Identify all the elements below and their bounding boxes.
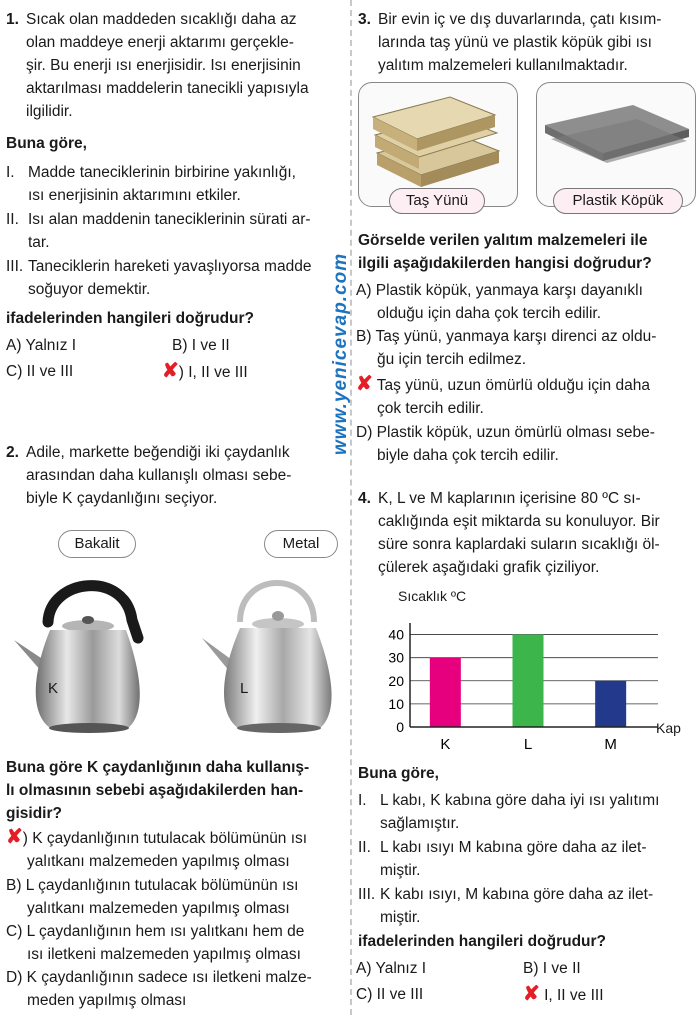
watermark: www.yenicevap.com (330, 252, 351, 455)
bubble-metal: Metal (264, 530, 338, 558)
chart-category-label: L (523, 736, 533, 753)
q1-option-c[interactable]: C) II ve III (6, 363, 74, 380)
q4-statement-line: K kabı ısıyı, M kabına göre daha az ilet- (380, 886, 654, 903)
q3-option-a-line: olduğu için daha çok tercih edilir. (377, 305, 602, 322)
q4-option-b[interactable]: B) I ve II (523, 960, 581, 977)
q2-question-line: gisidir? (6, 805, 62, 822)
answer-x-icon: ✘ (6, 826, 23, 848)
q1-option-d-text: ) I, II ve III (178, 364, 248, 381)
q1-question: ifadelerinden hangileri doğrudur? (6, 310, 255, 327)
tas-yunu-label: Taş Yünü (389, 188, 485, 214)
chart-y-tick-label: 20 (388, 672, 404, 689)
q1-number: 1. (6, 11, 19, 28)
q2-option-a[interactable] (6, 826, 346, 873)
q4-block (358, 487, 696, 579)
chart-y-tick-label: 10 (388, 695, 404, 712)
q3-stem-line: Bir evin iç ve dış duvarlarında, çatı kısım- (378, 11, 662, 28)
q4-option-a[interactable]: A) Yalnız I (356, 960, 427, 977)
answer-x-icon: ✘ (523, 983, 540, 1005)
chart-bar-m (595, 681, 626, 727)
q4-lead: Buna göre, (358, 765, 439, 782)
chart-category-label: K (440, 736, 451, 753)
q1-stem-line: şir. Bu enerji ısı enerjisidir. Isı enerjisinin (26, 57, 301, 74)
q3-question-line: Görselde verilen yalıtım malzemeleri ile (358, 232, 648, 249)
q4-stem-line: caklığında eşit miktarda su konuluyor. Bir (378, 513, 660, 530)
q2-option-d-line: meden yapılmış olması (27, 992, 187, 1009)
q2-stem-line: biyle K çaydanlığını seçiyor. (26, 490, 218, 507)
bubble-bakalit: Bakalit (58, 530, 136, 558)
q4-question: ifadelerinden hangileri doğrudur? (358, 933, 607, 950)
chart-y-tick-label: 30 (388, 649, 404, 666)
q2-option-a-line: ) K çaydanlığının tutulacak bölümünün ısı (22, 830, 308, 847)
chart-bar-l (513, 635, 544, 727)
q2-option-a-line: yalıtkanı malzemeden yapılmış olması (27, 853, 290, 870)
q3-option-c-line: çok tercih edilir. (377, 400, 484, 417)
q4-roman: III. (358, 886, 376, 903)
q4-option-c[interactable]: C) II ve III (356, 986, 424, 1003)
q4-statement-line: miştir. (380, 909, 421, 926)
q4-stem-line: çülerek aşağıdaki grafik çiziliyor. (378, 559, 600, 576)
q1-statement-line: Madde taneciklerinin birbirine yakınlığı, (28, 164, 296, 181)
q3-question (358, 229, 696, 275)
kettle-l-image (196, 560, 344, 735)
q2-question-line: lı olmasının sebebi aşağıdakilerden han- (6, 782, 304, 799)
tas-yunu-icon (359, 83, 519, 193)
column-divider (350, 0, 352, 1015)
q3-option-a-line: A) Plastik köpük, yanmaya karşı dayanıklı (356, 282, 643, 299)
q4-statement-line: sağlamıştır. (380, 815, 460, 832)
q1-statement-line: Isı alan maddenin taneciklerinin sürati ar- (28, 211, 311, 228)
q4-stem-line: K, L ve M kaplarının içerisine 80 ºC sı- (378, 490, 641, 507)
q4-statement-line: miştir. (380, 862, 421, 879)
q1-option-b[interactable]: B) I ve II (172, 337, 230, 354)
q2-option-d-line: D) K çaydanlığının sadece ısı iletkeni malze- (6, 969, 312, 986)
q3-option-a[interactable] (356, 279, 696, 325)
q1-statement-line: soğuyor demektir. (28, 281, 151, 298)
q1-roman: III. (6, 258, 24, 275)
q3-option-d-line: biyle daha çok tercih edilir. (377, 447, 559, 464)
q2-option-b[interactable] (6, 874, 346, 920)
chart-y-tick-label: 40 (388, 626, 404, 643)
kettle-k-label: K (48, 680, 59, 697)
q1-stem-line: ilgilidir. (26, 103, 73, 120)
q4-statements (358, 789, 696, 929)
q1-statements (6, 161, 346, 301)
q1-statement-line: ısı enerjisinin aktarımını etkiler. (28, 187, 241, 204)
q2-option-d[interactable] (6, 966, 346, 1012)
kettle-k-image (10, 560, 150, 735)
kettle-l-label: L (240, 680, 249, 697)
chart-bar-k (430, 658, 461, 727)
q1-stem-line: Sıcak olan maddeden sıcaklığı daha az (26, 11, 297, 28)
q2-question-line: Buna göre K çaydanlığının daha kullanış- (6, 759, 310, 776)
chart-y-axis-label: Sıcaklık ºC (398, 588, 467, 604)
q4-statement-line: L kabı, K kabına göre daha iyi ısı yalıtımı (380, 792, 660, 809)
q2-option-b-line: B) L çaydanlığının tutulacak bölümünün ısı (6, 877, 299, 894)
q3-block (358, 8, 696, 77)
q3-option-c[interactable] (356, 373, 696, 420)
q1-stem-line: aktarılması maddelerin tanecikli yapısıyla (26, 80, 309, 97)
temperature-bar-chart (358, 585, 698, 760)
q3-option-b[interactable] (356, 325, 696, 371)
chart-category-label: M (604, 736, 617, 753)
q1-stem-line: olan maddeye enerji aktarımı gerçekle- (26, 34, 294, 51)
q2-option-c-line: C) L çaydanlığının hem ısı yalıtkanı hem de (6, 923, 305, 940)
q4-stem-line: süre sonra kaplardaki suların sıcaklığı öl- (378, 536, 660, 553)
plastik-kopuk-label: Plastik Köpük (553, 188, 683, 214)
q1-option-d[interactable] (162, 360, 248, 384)
q2-stem-line: arasından daha kullanışlı olması sebe- (26, 467, 292, 484)
q3-question-line: ilgili aşağıdakilerden hangisi doğrudur? (358, 255, 652, 272)
q2-option-c-line: ısı iletkeni malzemeden yapılmış olması (27, 946, 301, 963)
q3-option-d-line: D) Plastik köpük, uzun ömürlü olması sebe- (356, 424, 655, 441)
q4-option-d-text: I, II ve III (539, 987, 604, 1004)
q1-statement-line: tar. (28, 234, 50, 251)
plastik-kopuk-icon (537, 83, 697, 193)
q3-option-c-line: Taş yünü, uzun ömürlü olduğu için daha (372, 377, 650, 394)
q1-statement-line: Taneciklerin hareketi yavaşlıyorsa madde (28, 258, 312, 275)
q1-roman: II. (6, 211, 19, 228)
q2-number: 2. (6, 444, 19, 461)
q4-roman: II. (358, 839, 371, 856)
q1-option-a[interactable]: A) Yalnız I (6, 337, 77, 354)
q4-statement-line: L kabı ısıyı M kabına göre daha az ilet- (380, 839, 647, 856)
q2-block (6, 441, 344, 510)
chart-x-axis-label: Kap (656, 720, 681, 736)
q1-block (6, 8, 344, 123)
q2-option-b-line: yalıtkanı malzemeden yapılmış olması (27, 900, 290, 917)
q2-stem-line: Adile, markette beğendiği iki çaydanlık (26, 444, 290, 461)
q3-option-b-line: B) Taş yünü, yanmaya karşı direnci az oldu- (356, 328, 657, 345)
q4-option-d[interactable] (523, 983, 604, 1007)
q2-question (6, 756, 346, 825)
q1-lead: Buna göre, (6, 135, 87, 152)
q4-roman: I. (358, 792, 367, 809)
q3-stem-line: larında taş yünü ve plastik köpük gibi ısı (378, 34, 652, 51)
answer-x-icon: ✘ (162, 360, 179, 382)
q3-stem-line: yalıtım malzemeleri kullanılmaktadır. (378, 57, 628, 74)
q4-number: 4. (358, 490, 371, 507)
q3-number: 3. (358, 11, 371, 28)
chart-y-tick-label: 0 (396, 719, 404, 735)
q3-option-b-line: ğu için tercih edilmez. (377, 351, 527, 368)
answer-x-icon: ✘ (356, 373, 373, 395)
q3-option-d[interactable] (356, 421, 696, 467)
q2-option-c[interactable] (6, 920, 346, 966)
q1-roman: I. (6, 164, 15, 181)
